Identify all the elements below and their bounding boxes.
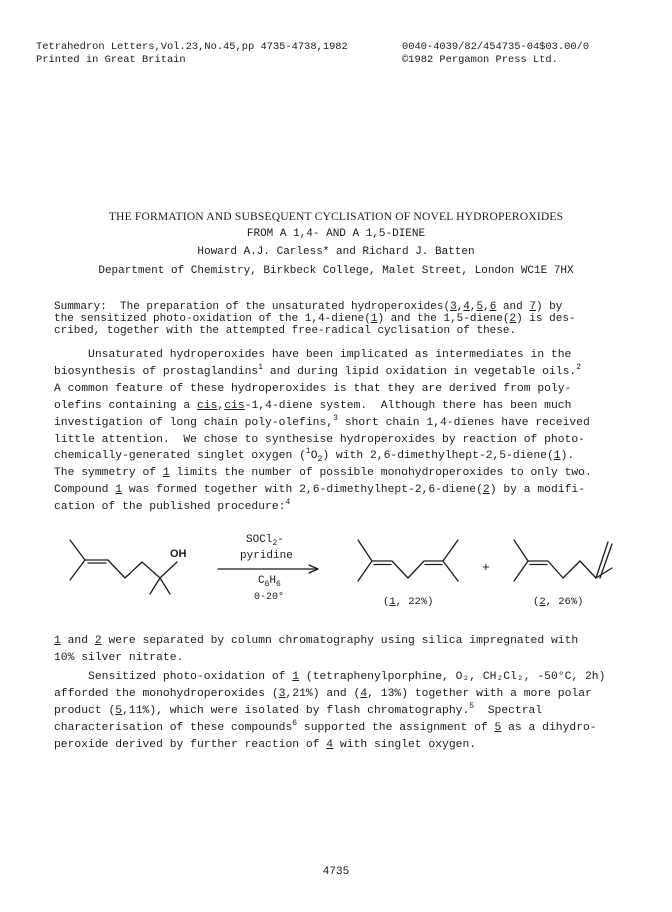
authors: Howard A.J. Carless* and Richard J. Batten bbox=[197, 246, 475, 258]
citation-line: Tetrahedron Letters,Vol.23,No.45,pp 4735-4738,1982 bbox=[36, 41, 348, 53]
reaction-temperature: 0-20° bbox=[254, 592, 285, 603]
paragraph-separation: 1 and 2 were separated by column chromatography using silica impregnated with 10% silver nitrate. bbox=[54, 635, 579, 664]
hydroxyl-label: OH bbox=[170, 548, 187, 560]
page-number: 4735 bbox=[322, 866, 350, 878]
summary-paragraph: Summary: The preparation of the unsaturated hydroperoxides(3,4,5,6 and 7) by the sensitized photo-oxidation of the 1,4-diene(1) and the 1,5-diene(2) is des- cribed, together with the attempted free-radical cyclisation of these. bbox=[54, 301, 576, 338]
reaction-scheme-drawing bbox=[0, 528, 672, 628]
plus-sign: + bbox=[482, 560, 490, 575]
product-1-skeleton bbox=[358, 540, 372, 581]
article-title-line2: FROM A 1,4- AND A 1,5-DIENE bbox=[246, 228, 426, 240]
product-1-methyl bbox=[443, 561, 458, 581]
article-title-line1: THE FORMATION AND SUBSEQUENT CYCLISATION OF NOVEL HYDROPEROXIDES bbox=[108, 210, 564, 223]
reference-3: 3 bbox=[333, 413, 338, 423]
affiliation: Department of Chemistry, Birkbeck College, Malet Street, London WC1E 7HX bbox=[98, 265, 574, 277]
product-2-chain bbox=[528, 561, 596, 578]
printed-in-line: Printed in Great Britain bbox=[36, 53, 186, 66]
solvent-benzene: $C_6H_6$ bbox=[258, 575, 281, 589]
starting-alcohol-skeleton bbox=[70, 540, 85, 580]
paragraph-introduction: Unsaturated hydroperoxides have been implicated as intermediates in the biosynthesis of prostaglandins$^1$ and during lipid oxidation in vegetable oils.$^2$ A common feature of these hydroperoxides is that they are derived from poly- olefins containing a cis,cis-1,4-diene system. Although there has been much investigation of long chain poly-olefins,$^3$ short chain 1,4-dienes have received little attention. We chose to synthesise hydroperoxides by reaction of photo- chemically-generated singlet oxygen $(^1O_2)$ with 2,6-dimethylhept-2,5-diene(1). The symmetry of 1 limits the number of possible monohydroperoxides to only two. Compound 1 was formed together with 2,6-dimethylhept-2,6-diene(2) by a modifi- cation of the published procedure:$^4$ bbox=[54, 349, 592, 514]
reference-4: 4 bbox=[285, 498, 291, 508]
paragraph-photo-oxidation: Sensitized photo-oxidation of 1 (tetraphenylporphine, O₂, CH₂Cl₂, -50°C, 2h) afforded the monohydroperoxides (3,21%) and (4, 13%) together with a more polar product (5,11%), which were isolated by flash chromatography.$^5$ Spectral characterisation of these compounds$^6$ supported the assignment of 5 as a dihydro- peroxide derived by further reaction of 4 with singlet oxygen. bbox=[54, 671, 606, 751]
product-1-label: (1, 22%) bbox=[383, 596, 434, 608]
reference-5: 5 bbox=[469, 701, 475, 711]
copyright-block bbox=[402, 41, 589, 66]
product-1-chain bbox=[372, 540, 458, 578]
product-2-label: (2, 26%) bbox=[533, 596, 584, 608]
reference-2: 2 bbox=[576, 362, 581, 372]
reference-1: 1 bbox=[258, 362, 264, 372]
journal-citation bbox=[36, 41, 348, 66]
reaction-scheme bbox=[0, 528, 672, 628]
product-2-skeleton bbox=[514, 540, 528, 581]
reference-6: 6 bbox=[292, 718, 298, 728]
reagent-pyridine: pyridine bbox=[240, 550, 293, 562]
copyright-line: ©1982 Pergamon Press Ltd. bbox=[402, 53, 558, 66]
alcohol-methyl-bond-2 bbox=[160, 578, 170, 594]
alcohol-methyl-bonds bbox=[150, 578, 160, 594]
reagent-thionyl-chloride: SOCl$_2$- bbox=[246, 534, 284, 548]
issn-line: 0040-4039/82/454735-04$03.00/0 bbox=[402, 41, 590, 53]
